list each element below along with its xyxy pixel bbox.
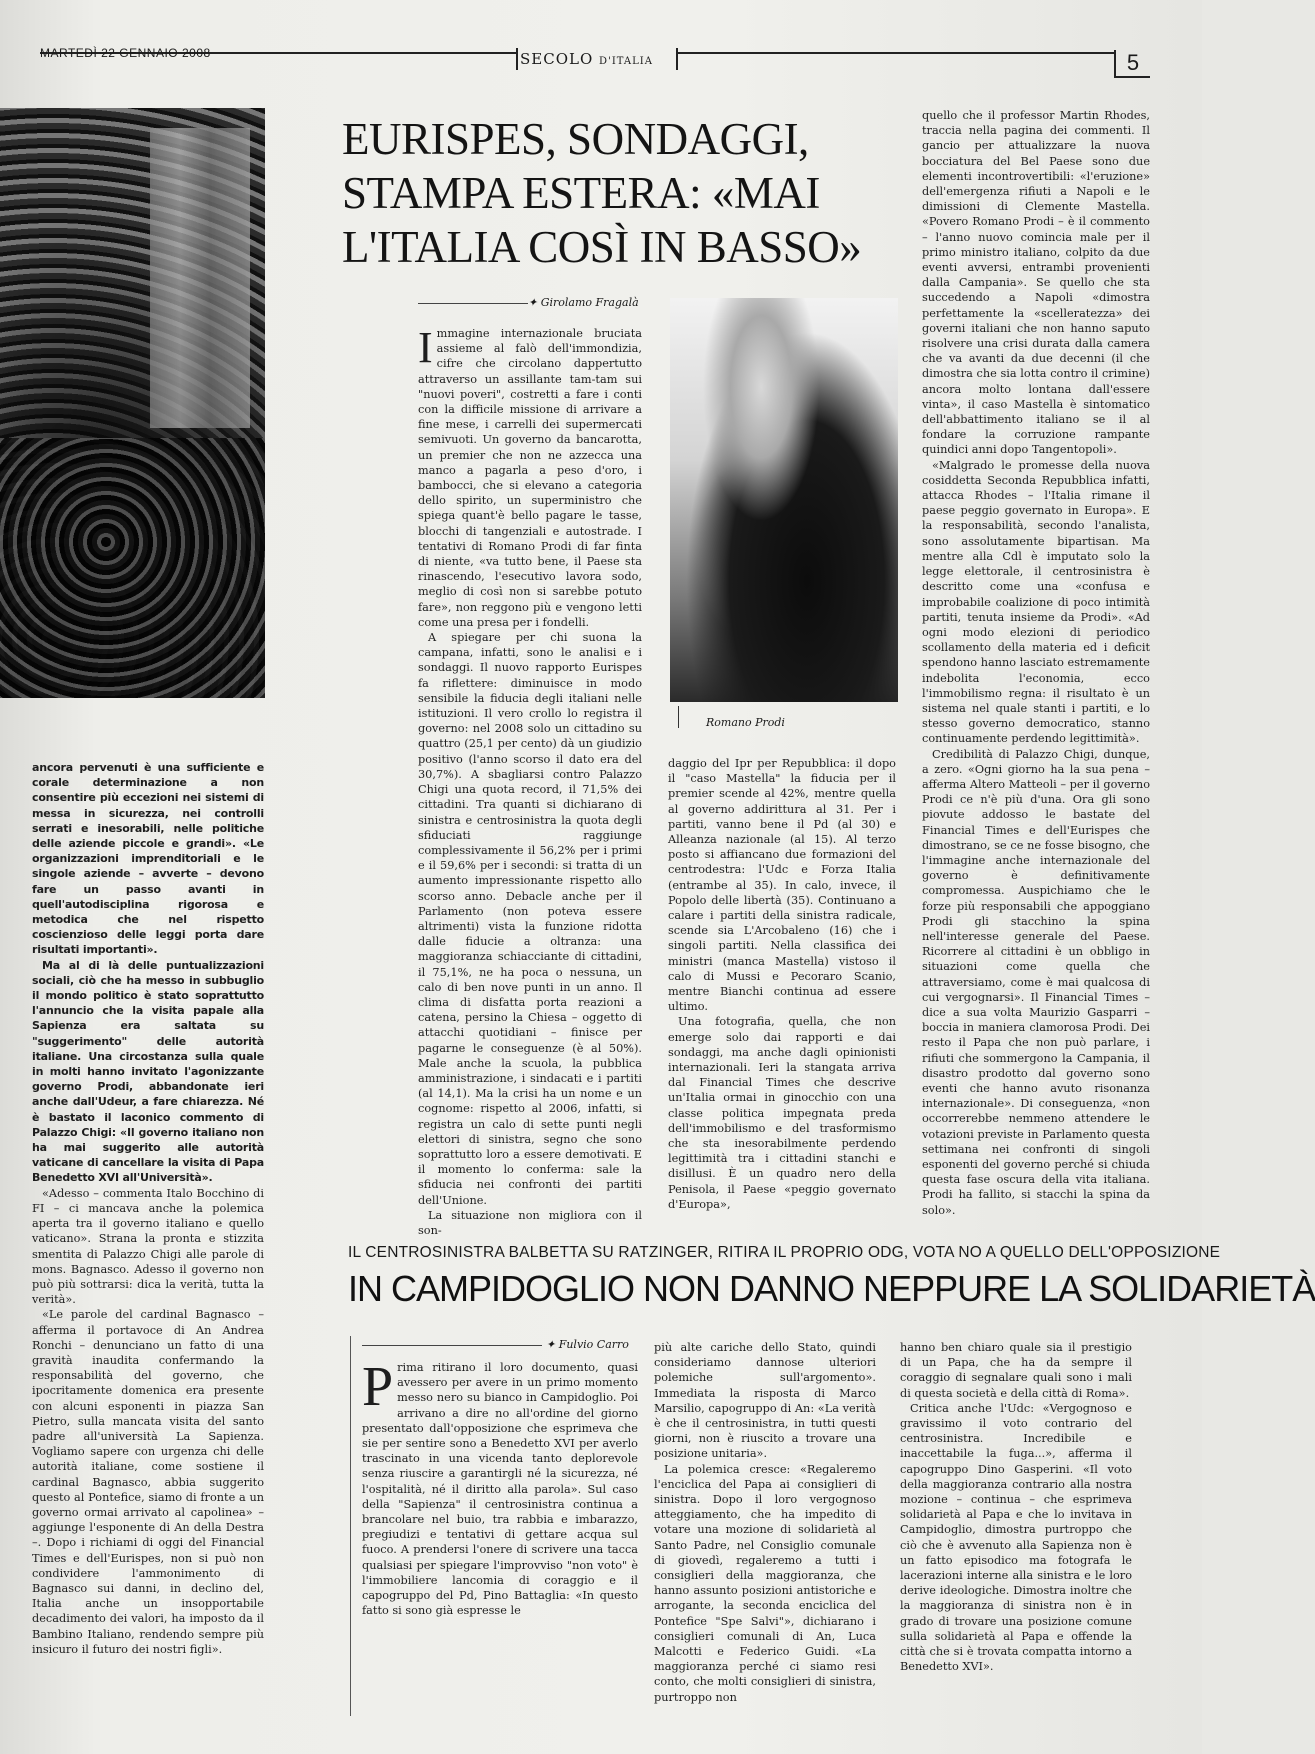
paragraph (362, 1356, 638, 1618)
paragraph (418, 323, 642, 630)
paragraph: più alte cariche dello Stato, quindi consideriamo dannose ulteriori polemiche sull'argomento». Immediata la risposta di Marco Marsilio, capogruppo di An: «La verità è che il centrosinistra, in tutti questi giorni, non è riuscito a trovare una posizione unitaria». (654, 1341, 876, 1461)
paragraph: Credibilità di Palazzo Chigi, dunque, a zero. «Ogni giorno ha la sua pena – afferma Altero Matteoli – per il governo Prodi ce n'è più d'una. Ora gli sono piovute addosso le bastate del Financial Times e dell'Eurispes che dimostrano, se ce ne fosse bisogno, che l'immagine anche internazionale del governo è definitivamente compromessa. Auspichiamo che le forze più responsabili che appoggiano Prodi gli stacchino la spina nell'interesse generale del Paese. Ricorrere al cittadini è un obbligo in situazioni come quella che attraversiamo, come è mai qualcosa di cui vergognarsi». Il Financial Times – dice a sua volta Maurizio Gasparri – boccia in maniera clamorosa Prodi. Dei resto il Papa che non può parlare, i rifiuti che sommergono la Campania, il disastro prodotto dal governo sono eventi che hanno avuto risonanza internazionale». Di conseguenza, «non occorrerebbe nemmeno attendere le votazioni previste in Parlamento questa settimana nei confronti di singoli esponenti del governo perché si chiuda questa fase oscura della vita italiana. Prodi ha fallito, si stacchi la spina da solo». (922, 747, 1150, 1217)
photo-caption: Romano Prodi (706, 716, 785, 729)
byline-rule (362, 1345, 542, 1346)
paragraph: «Le parole del cardinal Bagnasco – afferma il portavoce di An Andrea Ronchi – denunciano un fatto di una gravità inaudita confermando la responsabilità del governo, che ipocritamente domenica era presente con alcuni esponenti in piazza San Pietro, sulla mancata visita del santo padre all'università La Sapienza. Vogliamo sapere con urgenza chi delle autorità italiane, come sostiene il cardinal Bagnasco, abbia suggerito questo al Pontefice, siamo di fronte a un governo ormai arrivato al capolinea» – aggiunge l'esponente di An della Destra –. Dopo i richiami di oggi del Financial Times e dell'Eurispes, non si può non condividere l'ammonimento di Bagnasco sui danni, in declino del, Italia anche un insopportabile decadimento dei valori, ha imposto da il Bambino Italiano, rendendo sempre più insicuro il futuro dei nostri figli». (32, 1308, 264, 1656)
crowd-photo (0, 108, 265, 698)
byline-rule (418, 303, 528, 304)
drop-cap: I (418, 323, 433, 372)
header-divider (516, 48, 518, 70)
paragraph: Critica anche l'Udc: «Vergognoso e gravissimo il voto contrario del centrosinistra. Incredibile e inaccettabile la fuga...», afferma il capogruppo Dino Gasperini. «Il voto della maggioranza contrario alla nostra mozione – continua – che esprimeva solidarietà al Papa e che lo invitava in Campidoglio, dimostra purtroppo che ciò che è avvenuto alla Sapienza non è un fatto episodico ma fotografa le lacerazioni interne alla sinistra e le loro derive ideologiche. Dimostra inoltre che la maggioranza di sinistra non è in grado di trovare una posizione comune sulla solidarietà al Papa e offende la città che si è trovata compatta intorno a Benedetto XVI». (900, 1401, 1132, 1674)
paragraph: «Adesso – commenta Italo Bocchino di FI – ci mancava anche la polemica aperta tra il governo italiano e quello vaticano». Strana la pronta e stizzita smentita di Palazzo Chigi alle parole di mons. Bagnasco. Adesso il governo non può più sottrarsi: dica la verità, tutta la verità». (32, 1186, 264, 1307)
paragraph: Una fotografia, quella, che non emerge solo dai rapporti e dai sondaggi, ma anche dagli opinionisti internazionali. Ieri la stangata arriva dal Financial Times che descrive un'Italia ormai in ginocchio con una classe politica impegnata preda dell'immobilismo e del trasformismo che sta inesorabilmente perdendo legittimità tra i cittadini stanchi e disillusi. È un quadro nero della Penisola, il Paese «peggio governato d'Europa», (668, 1015, 896, 1211)
article-column-3 (922, 108, 1150, 1217)
headline-line: L'ITALIA COSÌ IN BASSO» (342, 222, 862, 272)
masthead-title: SECOLO (520, 50, 594, 68)
author-name: Girolamo Fragalà (540, 296, 639, 309)
paragraph: quello che il professor Martin Rhodes, traccia nella pagina dei commenti. Il gancio per attualizzare la nuova bocciatura del Bel Paese sono due elementi incontrovertibili: «l'eruzione» dell'emergenza rifiuti a Napoli e le dimissioni di Clemente Mastella. «Povero Romano Prodi – è il commento – l'anno nuovo comincia male per il primo ministro italiano, colpito da due eventi avversi, entrambi provenienti dalla Campania». Se quello che sta succedendo a Napoli «dimostra perfettamente la «scelleratezza» dei governi italiani che non hanno saputo risolvere una crisi durata dalla camera che va avanti da due decenni (il che dimostra che sia lotta contro il crimine) ancora molto lontana dall'essere vinta», il caso Mastella è sintomatico dell'abbattimento italiano se il al fondare la corruzione rampante quindici anni dopo Tangentopoli». (922, 109, 1150, 457)
paragraph-bold: Ma al di là delle puntualizzazioni sociali, ciò che ha messo in subbuglio il mondo politico è stato soprattutto l'annuncio che la visita papale alla Sapienza era saltata su "suggerimento" delle autorità italiane. Una circostanza sulla quale in molti hanno invitato l'agonizzante governo Prodi, abbandonate ieri anche dall'Udeur, a fare chiarezza. Né è bastato il laconico commento di Palazzo Chigi: «Il governo italiano non ha mai suggerito alle autorità vaticane di cancellare la visita di Papa Benedetto XVI all'Università». (32, 958, 264, 1185)
paragraph-text: mmagine internazionale bruciata assieme al falò dell'immondizia, cifre che circolano dappertutto attraverso un assillante tam-tam sui "nuovi poveri", costretti a fare i conti con la difficile missione di arrivare a fine mese, i carrelli dei supermercati semivuoti. Un governo da bancarotta, un premier che non ne azzecca una manco a pagarla a peso d'oro, i bambocci, che si elevano a categoria dello spirito, un superministro che spiega quant'è bello pagare le tasse, blocchi di tangenziali e autostrade. I tentativi di Romano Prodi di far finta di niente, «va tutto bene, il Paese sta rinascendo, l'esecutivo lavora sodo, meglio di così non si sarebbe potuto fare», non reggono più e vengono letti come una presa per i fondelli. (418, 327, 642, 629)
page-number: 5 (1114, 50, 1150, 78)
masthead-suffix: D'ITALIA (599, 56, 653, 67)
article-column-1 (418, 323, 642, 1237)
paragraph: La situazione non migliora con il son- (418, 1208, 642, 1237)
second-article-column-3 (900, 1340, 1132, 1716)
caption-rule (678, 706, 679, 728)
second-article-headline: IN CAMPIDOGLIO NON DANNO NEPPURE LA SOLIDARIETÀ (348, 1268, 1315, 1309)
column-rule (350, 1336, 351, 1716)
paragraph: hanno ben chiaro quale sia il prestigio di un Papa, che ha da sempre il coraggio di segnalare quali sono i mali di questa società e della città di Roma». (900, 1341, 1132, 1400)
romano-prodi-photo (670, 298, 898, 702)
paragraph: La polemica cresce: «Regaleremo l'enciclica del Papa ai consiglieri di sinistra. Dopo il loro vergognoso atteggiamento, che ha impedito di votare una mozione di solidarietà al Santo Padre, nel Consiglio comunale di giovedì, regaleremo a tutti i consiglieri della maggioranza, che hanno assunto posizioni antistoriche e arrogante, la seconda enciclica del Pontefice "Spe Salvi"», dichiarano i consiglieri comunali di An, Luca Malcotti e Federico Guidi. «La maggioranza perché ci siamo resi conto, che molti consiglieri di sinistra, purtroppo non (654, 1462, 876, 1704)
paragraph: «Malgrado le promesse della nuova cosiddetta Seconda Repubblica infatti, attacca Rhodes – l'Italia rimane il paese peggio governato in Europa». E la responsabilità, secondo l'analista, sono assolutamente bipartisan. Ma mentre alla Cdl è imputato solo la legge elettorale, il centrosinistra è descritto come una «confusa e improbabile coalizione di poco intimità partiti, tenuta insieme da Prodi». «Ad ogni modo elezioni di periodico scollamento della materia ed i deficit spendono hanno lasciato estremamente indebolita l'economia, ecco l'immobilismo regna: il risultato è un sistema nel quale stanti i partiti, e lo stesso governo democratico, stanno continuamente perdendo legittimità». (922, 458, 1150, 746)
paragraph-text: rima ritirano il loro documento, quasi avessero per avere in un primo momento messo nero su bianco in Campidoglio. Poi arrivano a dire no all'ordine del giorno presentato dall'opposizione che esprimeva che sie per sentire sono a Benedetto XVI per averlo trascinato in una vicenda tanto deplorevole senza riuscire a garantirgli né la sicurezza, né l'ospitalità, né il diritto alla parola». Sul caso della "Sapienza" il centrosinistra continua a brancolare nel buio, tra rabbia e imbarazzo, pregiudizi e tentativi di gettare acqua sul fuoco. A prendersi l'onere di scrivere una tacca qualsiasi per spiegare l'improvviso "non voto" è l'immobiliere lancomia di coraggio e il capogruppo del Pd, Pino Battaglia: «In questo fatto si sono già espresse le (362, 1361, 638, 1618)
byline: ✦ Girolamo Fragalà (528, 296, 639, 309)
paragraph: A spiegare per chi suona la campana, infatti, sono le analisi e i sondaggi. Il nuovo rapporto Eurispes fa riflettere: diminuisce in modo sensibile la fiducia degli italiani nelle istituzioni. Il vero crollo lo registra il governo: nel 2008 solo un cittadino su quattro (25,1 per cento) dà un giudizio positivo (l'anno scorso il dato era del 30,7%). A sbagliarsi contro Palazzo Chigi una quota record, il 71,5% dei cittadini. Tra quanti si dichiarano di sinistra e centrosinistra la quota degli sfiduciati raggiunge complessivamente il 56,2% per i primi e il 59,6% per i secondi: si tratta di un aumento impressionante rispetto allo scorso anno. Debacle anche per il Parlamento (non poteva essere altrimenti) vista la funzione ridotta dalle fiducie a oltranza: una maggioranza schiacciante di cittadini, il 75,1%, ne ha poca o nessuna, un calo di ben nove punti in un anno. Il clima di disfatta porta reazioni a catena, persino la Chiesa – oggetto di attacchi quotidiani – finisce per pagarne le conseguenze (è al 50%). Male anche la scuola, la pubblica amministrazione, i sindacati e i partiti (al 14,1). Ma la crisi ha un nome e un cognome: rispetto al 2006, infatti, si registra un calo di sette punti negli elettori di sinistra, segno che sono soprattutto loro a essere demotivati. E il momento lo conferma: sale la sfiducia nei confronti dei partiti dell'Unione. (418, 631, 642, 1207)
second-article-column-1 (362, 1356, 638, 1716)
paragraph: daggio del Ipr per Repubblica: il dopo il "caso Mastella" la fiducia per il premier scende al 42%, mentre quella al governo addirittura al 31. Per i partiti, vanno bene il Pd (al 30) e Alleanza nazionale (al 15). Al terzo posto si affiancano due formazioni del centrodestra: l'Udc e Forza Italia (entrambe al 35). In calo, invece, il Popolo delle libertà (35). Continuano a calare i partiti della sinistra radicale, scende sia L'Arcobaleno (16) che i singoli partiti. Nella classifica dei ministri (manca Mastella) vistoso il calo di Mussi e Pecoraro Scanio, mentre Bianchi continua ad essere ultimo. (668, 757, 896, 1014)
paragraph-bold: ancora pervenuti è una sufficiente e corale determinazione a non consentire più eccezioni nei sistemi di messa in sicurezza, nei controlli serrati e inesorabili, nelle politiche delle aziende piccole e grandi». «Le organizzazioni imprenditoriali e le singole aziende – avverte – devono fare un passo avanti in quell'autodisciplina rigorosa e metodica che nel rispetto coscienzioso delle leggi porta dare risultati importanti». (32, 761, 264, 957)
second-article-column-2 (654, 1340, 876, 1716)
masthead (520, 50, 653, 68)
article-column-2 (668, 756, 896, 1211)
author-name: Fulvio Carro (558, 1338, 629, 1351)
issue-date: MARTEDÌ 22 GENNAIO 2008 (40, 46, 211, 60)
header-rule-right (678, 52, 1114, 54)
left-continuation-column (32, 760, 264, 1710)
byline: ✦ Fulvio Carro (546, 1338, 629, 1351)
headline-line: STAMPA ESTERA: «MAI (342, 168, 820, 218)
main-headline (342, 112, 902, 274)
headline-line: EURISPES, SONDAGGI, (342, 114, 809, 164)
second-article-kicker: IL CENTROSINISTRA BALBETTA SU RATZINGER, RITIRA IL PROPRIO ODG, VOTA NO A QUELLO DELL'OPPOSIZIONE (348, 1244, 1221, 1261)
drop-cap: P (362, 1356, 394, 1418)
